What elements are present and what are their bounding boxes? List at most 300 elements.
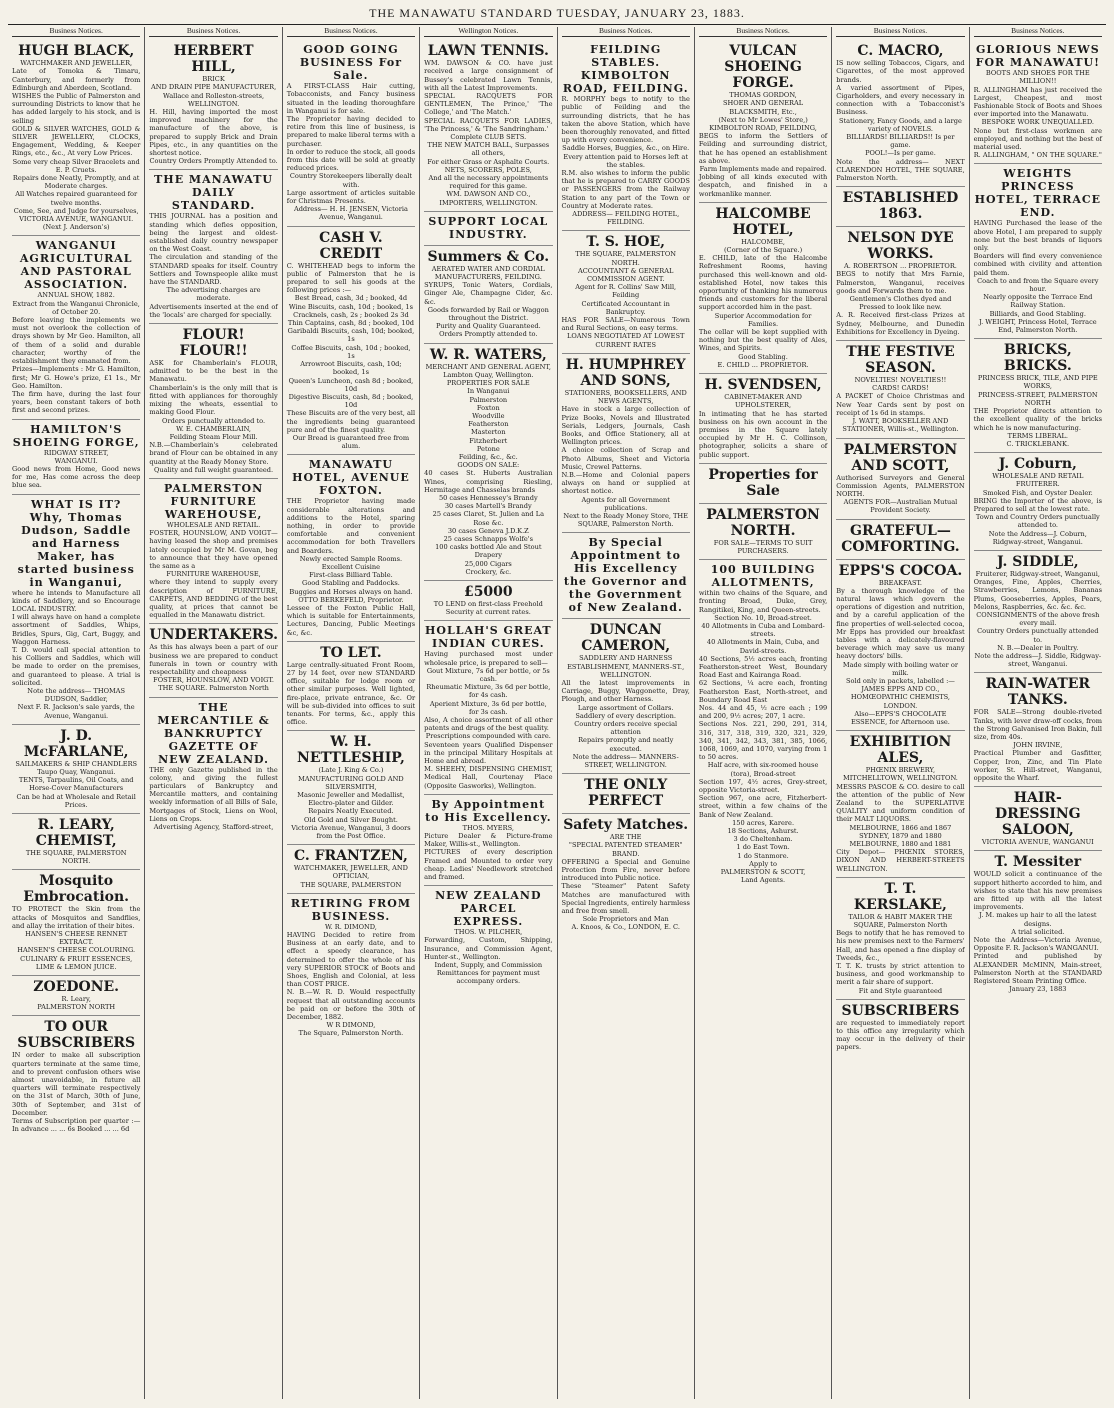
advertisement-line: THE SQUARE, PALMERSTON bbox=[300, 880, 402, 889]
advertisement-line: where he intends to Manufacture all kinds of Saddlery, and so Encourage LOCAL INDUSTRY. bbox=[12, 588, 141, 613]
advertisement-title: PALMERSTON AND SCOTT, bbox=[843, 441, 958, 474]
advertisement-line: Oranges, Fine, Apples, Cherries, Strawberries, Lemons, Bananas Plums, Gooseberries, Apples, Pears, Melons, Raspberries, &c. &c. &c. bbox=[973, 578, 1102, 611]
advertisement-title: VULCAN SHOEING FORGE. bbox=[724, 43, 802, 92]
advertisement-line: FOR SALE—TERMS TO SUIT PURCHASERS. bbox=[713, 538, 813, 555]
advertisement bbox=[12, 495, 140, 725]
advertisement bbox=[12, 236, 140, 419]
advertisement-line: 30 cases Geneva J.D.K.Z bbox=[447, 526, 529, 535]
advertisement bbox=[287, 40, 415, 226]
advertisement-line: THE Proprietor directs attention to the excellent quality of the bricks which he is now manufacturing. bbox=[973, 407, 1102, 432]
advertisement-title: FLOUR! FLOUR!! bbox=[179, 327, 248, 360]
advertisement bbox=[974, 787, 1102, 851]
advertisement-line: Begs to notify that he has removed to his new premises next to the Farmers' Hall, and has opened a fine display of Tweeds, &c., bbox=[836, 929, 965, 962]
advertisement-title: ESTABLISHED 1863. bbox=[842, 190, 959, 223]
advertisement-line: GOLD & SILVER WATCHES, GOLD & SILVER JEWELLERY, CLOCKS, Engagement, Wedding, & Keeper Rings, etc., &c., At very Low Prices. bbox=[12, 124, 141, 158]
advertisement-title: HERBERT HILL, bbox=[173, 43, 254, 76]
advertisement-line: JAMES EPPS AND CO., HOMŒOPATHIC CHEMISTS, LONDON. bbox=[850, 685, 951, 710]
advertisement-title: J. Coburn, bbox=[998, 456, 1077, 473]
advertisement-line: A varied assortment of Pipes, Cigarholders, and every necessary in connection with a Tobacconist's Business. bbox=[836, 83, 965, 117]
advertisement-line: Practical Plumber and Gasfitter, Copper, Iron, Zinc, and Tin Plate worker, St. Hill-street, Wanganui, opposite the Wharf. bbox=[973, 749, 1102, 782]
advertisement-line: These "Steamer" Patent Safety Matches are manufactured with Special Ingredients, entirely harmless and free from smell. bbox=[561, 882, 690, 916]
advertisement-line: AERATED WATER AND CORDIAL MANUFACTURERS, FEILDING. bbox=[431, 264, 545, 282]
advertisement-line: R. Leary, bbox=[61, 995, 91, 1004]
advertisement-line: N. B.—W. R. D. Would respectfully request that all outstanding accounts be paid on or before the 30th of December, 1882. bbox=[286, 988, 416, 1022]
advertisement-title: R. LEARY, CHEMIST, bbox=[35, 817, 117, 849]
advertisement-line: Taupo Quay, Wanganui. bbox=[37, 767, 116, 776]
advertisement-line: January 23, 1883 bbox=[1009, 985, 1067, 994]
column-5 bbox=[558, 27, 695, 1399]
advertisement-line: MELBOURNE, 1880 and 1881 bbox=[849, 840, 952, 848]
advertisement-title: EPPS'S COCOA. bbox=[838, 562, 963, 579]
advertisement-line: A trial solicited. bbox=[1011, 927, 1065, 936]
advertisement-line: SPECIAL RACQUETS FOR LADIES, 'The Princess,' & 'The Sandringham.' bbox=[424, 116, 553, 133]
advertisement-line: MANUFACTURING GOLD AND SILVERSMITH, bbox=[298, 774, 404, 791]
advertisement-line: Petone bbox=[476, 444, 500, 453]
advertisement-line: Queen's Luncheon, cash 8d ; booked, 10d bbox=[288, 376, 414, 393]
advertisement-line: THE Proprietor having made considerable alterations and additions to the Hotel, sparing nothing, in order to provide comfortable and convenient accommodation for both Travellers and Boarders. bbox=[286, 497, 416, 555]
advertisement-line: Certificated Accountant in Bankruptcy. bbox=[581, 299, 670, 316]
advertisement bbox=[974, 453, 1102, 551]
advertisement-line: BOOTS AND SHOES FOR THE MILLION!! bbox=[985, 69, 1090, 86]
advertisement-line: A. R. Received first-class Prizes at Sydney, Melbourne, and Dunedin Exhibitions for Excellency in Dyeing. bbox=[836, 311, 965, 336]
advertisement-line: Victoria Avenue, Wanganui, 3 doors from the Post Office. bbox=[291, 823, 411, 841]
column-4 bbox=[420, 27, 557, 1399]
advertisement-line: FOSTER, HOUNSLOW, AND VOIGT. THE SQUARE. Palmerston North bbox=[153, 676, 274, 693]
advertisement-line: C. TRICKLEBANK. bbox=[1006, 439, 1070, 448]
advertisement-line: SYRUPS, Tonic Waters, Cordials, Ginger Ale, Champagne Cider, &c. &c. bbox=[424, 281, 553, 306]
advertisement-line: TO PROTECT the Skin from the attacks of Mosquitos and Sandflies, and allay the irritation of their bites. bbox=[12, 905, 141, 930]
advertisement-line: All the latest improvements in Carriage, Buggy, Waggonette, Dray, Plough, and other Harness. bbox=[561, 678, 690, 704]
advertisement-line: Sole Proprietors and Man bbox=[582, 915, 669, 924]
advertisement bbox=[287, 455, 415, 641]
advertisement-line: KIMBOLTON ROAD, FEILDING, bbox=[709, 124, 817, 133]
advertisement-line: THE NEW MATCH BALL, Surpasses all others, bbox=[427, 141, 550, 158]
advertisement-line: Next F. R. Jackson's sale yards, the Avenue, Wanganui. bbox=[17, 703, 135, 720]
advertisement-line: Picture Dealer & Picture-frame Maker, Willis-st., Wellington. bbox=[424, 832, 553, 849]
advertisement-title: THE ONLY PERFECT bbox=[584, 777, 668, 810]
advertisement-line: Farm Implements made and repaired. bbox=[699, 165, 827, 174]
advertisement-line: Half acre, with six-roomed house (tora), Broad-street bbox=[707, 761, 819, 778]
advertisement-line: Good Stabling and Paddocks. bbox=[302, 579, 400, 588]
advertisement-line: Saddle Horses, Buggies, &c., on Hire. bbox=[562, 144, 690, 153]
advertisement-line: Gout Mixture, 7s 6d per bottle, or 5s cash. bbox=[426, 666, 550, 683]
advertisement-line: Seventeen years Qualified Dispenser in the principal Military Hospitals at Home and abroad. bbox=[424, 740, 553, 766]
advertisement-line: ARE THE bbox=[609, 833, 642, 842]
advertisement bbox=[149, 170, 277, 324]
advertisement-line: A choice collection of Scrap and Photo Albums, Sheet and Victoria Music, Crewel Patterns. bbox=[561, 446, 690, 471]
advertisement-line: In order to reduce the stock, all goods from this date will be sold at greatly reduced prices. bbox=[286, 147, 416, 173]
advertisement-line: Good Stabling. bbox=[738, 352, 788, 361]
advertisement-line: A. ROBERTSON ... PROPRIETOR. bbox=[843, 262, 957, 271]
advertisement-line: Country Orders Promptly Attended to. bbox=[149, 157, 278, 166]
advertisement-line: Drapery bbox=[474, 551, 502, 560]
advertisement bbox=[836, 40, 964, 187]
advertisement-line: Note the address— NEXT CLARENDON HOTEL, THE SQUARE, Palmerston North. bbox=[836, 157, 965, 183]
advertisement-line: Lambton Quay, Wellington. bbox=[443, 370, 534, 379]
advertisement-title: T. Messiter bbox=[994, 854, 1082, 871]
advertisement-line: Advertisements inserted at the end of the 'locals' are charged for specially. bbox=[149, 302, 278, 319]
advertisement-line: Purity and Quality Guaranteed. bbox=[435, 322, 541, 331]
advertisement-title: TO LET. bbox=[320, 644, 382, 661]
advertisement bbox=[836, 227, 964, 341]
advertisement bbox=[287, 642, 415, 732]
advertisement-line: Also—EPPS'S CHOCOLATE ESSENCE, for Afternoon use. bbox=[850, 709, 950, 726]
advertisement-title: H. SVENDSEN, bbox=[704, 377, 822, 394]
advertisement-line: 62 Sections, ¼ acre each, fronting Featherston East, North-street, and Boundary Road East bbox=[698, 679, 828, 704]
advertisement-line: PRINCESS-STREET, PALMERSTON NORTH bbox=[977, 390, 1098, 407]
advertisement-line: Note the Address—J. Coburn, Ridgway-street, Wanganui. bbox=[988, 529, 1087, 546]
advertisement bbox=[699, 374, 827, 464]
masthead: THE MANAWATU STANDARD TUESDAY, JANUARY 23, 1883. bbox=[8, 6, 1106, 25]
advertisement-line: MESSRS PASCOE & CO. desire to call the attention of the public of New Zealand to the SUPERLATIVE QUALITY and uniform condition of their MALT LIQUORS. bbox=[836, 782, 965, 824]
advertisement-line: SHOER AND GENERAL BLACKSMITH, Etc., bbox=[722, 99, 804, 116]
advertisement-line: Smoked Fish, and Oyster Dealer. bbox=[982, 488, 1093, 497]
advertisement bbox=[836, 878, 964, 1000]
advertisement-line: THOS. W. PILCHER, bbox=[454, 928, 523, 937]
advertisement-line: Also, A choice assortment of all other patents and drugs of the best quality. bbox=[424, 716, 553, 733]
advertisement-title: TO OUR SUBSCRIBERS bbox=[17, 1019, 136, 1052]
advertisement-line: BRING the Importer of the above, is Prepared to sell at the lowest rate. bbox=[973, 496, 1102, 513]
advertisement-line: within two chains of the Square, and fronting Broad, Duke, Grey, Rangitikei, King, and Queen-streets. bbox=[698, 589, 828, 614]
advertisement-line: FOR SALE—Strong double-riveted Tanks, with lever draw-off cocks, from the Strong Galvanised Iron Bakin, full size, from 40s. bbox=[973, 708, 1102, 741]
advertisement bbox=[699, 203, 827, 374]
advertisement-line: HANSEN'S CHEESE COLOURING. bbox=[17, 946, 136, 955]
advertisement-line: Agent for R. Collins' Saw Mill, Feilding bbox=[575, 283, 677, 300]
advertisement-line: Thin Captains, cash, 8d ; booked, 10d bbox=[287, 319, 415, 328]
advertisement-line: Complete CLUB SETS. bbox=[450, 133, 527, 142]
advertisement-line: 25,000 Cigars bbox=[464, 559, 512, 568]
advertisement-line: Woodville bbox=[472, 411, 505, 420]
advertisement-line: Aperient Mixture, 3s 6d per bottle, for 3s cash. bbox=[429, 699, 547, 716]
advertisement-line: J. M. makes up hair to all the latest designs. bbox=[979, 911, 1097, 928]
advertisement bbox=[149, 324, 277, 479]
advertisement bbox=[836, 341, 964, 438]
advertisement-line: STATIONERS, BOOKSELLERS, AND NEWS AGENTS, bbox=[564, 388, 687, 406]
advertisement-title: HAIR-DRESSING SALOON, bbox=[994, 790, 1081, 839]
advertisement-line: Have in stock a large collection of Prize Books, Novels and Illustrated Serials, Ledgers, Journals, Cash Books, and Office Stationery, all at Wellington prices. bbox=[561, 405, 690, 447]
advertisement-title: T. T. KERSLAKE, bbox=[853, 880, 947, 913]
advertisement bbox=[836, 1000, 964, 1056]
advertisement-line: WM. DAWSON & CO. have just received a large consignment of Bussey's celebrated Lawn Tennis, with all the Latest Improvements. bbox=[424, 59, 553, 92]
column-heading: Business Notices. bbox=[562, 27, 690, 37]
advertisement-line: Sections Nos. 221, 290, 291, 314, 316, 317, 318, 319, 320, 321, 329, 340, 341, 342, 343, 381, 385, 1066, 1068, 1069, and 1070, varying from 1 to 50 acres. bbox=[698, 720, 828, 762]
advertisement-line: 150 acres, Karere. bbox=[732, 818, 795, 827]
advertisement bbox=[836, 520, 964, 560]
advertisement-line: Agents for all Government publications. bbox=[581, 495, 670, 512]
advertisement-line: WISHES the Public of Palmerston and surrounding Districts to know that he has added largely to his stock, and is selling bbox=[12, 92, 141, 125]
advertisement-title: W. H. NETTLESHIP, bbox=[297, 734, 405, 767]
advertisement-line: Late of Tomoka & Timaru, Canterbury, and formerly from Edinburgh and Aberdeen, Scotland. bbox=[12, 67, 141, 92]
advertisement-title: RAIN-WATER TANKS. bbox=[985, 676, 1091, 709]
advertisement-title: MANAWATU HOTEL, AVENUE FOXTON. bbox=[292, 458, 410, 498]
advertisement-line: Large assortment of articles suitable for Christmas Presents. bbox=[286, 188, 416, 206]
advertisement-line: FOSTER, HOUNSLOW, AND VOIGT—having leased the shop and premises lately occupied by Mr M. Govan, beg to announce that they have opened the same as a bbox=[149, 529, 278, 570]
column-heading: Business Notices. bbox=[12, 27, 140, 37]
advertisement-title: HUGH BLACK, bbox=[18, 43, 135, 60]
advertisement-line: Boarders will find every convenience combined with civility and attention paid them. bbox=[973, 252, 1102, 277]
advertisement-line: Our Bread is guaranteed free from alum. bbox=[292, 433, 410, 451]
advertisement bbox=[562, 354, 690, 533]
columns-container bbox=[8, 27, 1106, 1399]
advertisement-line: Coffee Biscuits, cash, 10d ; booked, 1s bbox=[291, 343, 411, 360]
advertisement-line: LOANS NEGOTIATED AT LOWEST CURRENT RATES bbox=[567, 332, 685, 349]
advertisement bbox=[836, 560, 964, 732]
advertisement-line: For either Grass or Asphalte Courts. bbox=[427, 157, 550, 166]
advertisement-line: AGENTS FOR—Australian Mutual Provident Society. bbox=[843, 498, 958, 515]
advertisement-line: GOODS ON SALE: bbox=[457, 461, 520, 470]
advertisement-line: THOMAS GORDON, bbox=[729, 91, 797, 100]
column-6 bbox=[695, 27, 832, 1399]
advertisement-title: Safety Matches. bbox=[563, 817, 689, 834]
advertisement-line: Every attention paid to Horses left at the stables. bbox=[563, 152, 688, 169]
advertisement-title: C. FRANTZEN, bbox=[293, 848, 408, 865]
advertisement-line: Prescriptions compounded with care. bbox=[425, 732, 551, 741]
advertisement-line: Wallace and Rolleston-streets, WELLINGTON. bbox=[163, 91, 265, 108]
advertisement-line: Fit and Style guaranteed bbox=[858, 986, 943, 995]
advertisement bbox=[836, 731, 964, 878]
advertisement-title: HALCOMBE HOTEL, bbox=[715, 205, 811, 238]
advertisement-line: TO LEND on first-class Freehold Security at current rates. bbox=[433, 599, 543, 617]
advertisement bbox=[699, 504, 827, 560]
advertisement bbox=[149, 479, 277, 624]
advertisement-line: 40 Allotments in Cuba and Lombard-streets. bbox=[701, 621, 825, 639]
advertisement-line: BESPOKE WORK UNEQUALLED. bbox=[981, 118, 1095, 127]
column-heading: Business Notices. bbox=[699, 27, 827, 37]
advertisement-line: (Next J. Anderson's) bbox=[42, 223, 110, 232]
advertisement-line: By a thorough knowledge of the natural laws which govern the operations of digestion and nutrition, and by a careful application of the fine properties of well-selected cocoa, Mr Epps has provided our breakfast tables with a delicately-flavoured beverage which may save us many heavy doctors' bills. bbox=[836, 586, 965, 661]
advertisement-line: CARDS! CARDS! bbox=[872, 384, 929, 393]
advertisement-title: CASH V. CREDIT bbox=[319, 229, 383, 262]
advertisement-line: CULINARY & FRUIT ESSENCES, LIME & LEMON JUICE. bbox=[20, 954, 133, 971]
advertisement-line: Address— H. H. JENSEN, Victoria Avenue, Wanganui. bbox=[293, 205, 408, 222]
advertisement-line: T. D. would call special attention to his Colliers and Saddles, which will be made to order on the premises, and guaranteed to please. A trial is solicited. bbox=[12, 645, 141, 687]
advertisement-line: H. Hill, having imported the most improved machinery for the manufacture of the above, is prepared to supply Brick and Drain Pipes, etc., in any quantities on the shortest notice. bbox=[149, 108, 278, 158]
advertisement-title: By Special Appointment to His Excellency the Governor and the Government of New Zealand. bbox=[563, 536, 688, 615]
advertisement-line: W. R. DIMOND, bbox=[324, 922, 377, 931]
advertisement-title: H. HUMPHREY AND SONS, bbox=[565, 356, 686, 389]
advertisement-line: Nos. 44 and 45, ½ acre each ; 199 and 200, 9½ acres; 207, 1 acre. bbox=[698, 703, 828, 721]
advertisement bbox=[836, 439, 964, 520]
advertisement-line: 50 cases Hennessey's Brandy bbox=[438, 493, 538, 502]
advertisement-line: 40 Allotments in Main, Cuba, and David-streets. bbox=[706, 638, 820, 655]
column-heading: Business Notices. bbox=[287, 27, 415, 37]
advertisement-line: POOL!—Is per game. bbox=[865, 149, 936, 158]
advertisement-line: And all the necessary appointments required for this game. bbox=[428, 174, 549, 191]
advertisement-line: Before leaving the implements we must not overlook the collection of drays shown by Mr Geo. Hamilton, all of them of a solid and durable character, worthy of the establishment they emanated from. bbox=[12, 316, 141, 366]
advertisement bbox=[699, 464, 827, 504]
advertisement-line: 1 do Stanmore. bbox=[737, 851, 789, 860]
advertisement-line: where they intend to supply every description of FURNITURE, CARPETS, AND BEDDING of the best quality, at prices that cannot be equalled in the Manawatu district. bbox=[149, 578, 278, 620]
advertisement bbox=[562, 231, 690, 353]
advertisement-title: GOOD GOING BUSINESS For Sale. bbox=[299, 43, 403, 83]
advertisement-title: RETIRING FROM BUSINESS. bbox=[290, 896, 411, 923]
advertisement-line: 40 Sections, 5½ acres each, fronting Featherston-street West, Boundary Road East and Kairanga Road. bbox=[698, 654, 828, 680]
advertisement-line: THIS JOURNAL has a position and standing which defies opposition, being the largest and oldest-established daily country newspaper on the West Coast. bbox=[149, 212, 278, 254]
advertisement-line: The firm have, during the last four years, been constant takers of both first and second prizes. bbox=[12, 389, 141, 415]
advertisement-line: R. ALLINGHAM has just received the Largest, Cheapest, and most Fashionable Stock of Boots and Shoes ever imported into the Manawatu. bbox=[973, 85, 1102, 119]
advertisement bbox=[12, 420, 140, 495]
advertisement-line: PRINCESS BRICK, TILE, AND PIPE WORKS, bbox=[977, 374, 1098, 391]
advertisement-line: Printed and published by ALEXANDER McMINN, Main-street, Palmerston North at the STANDARD Registered Steam Printing Office. bbox=[973, 952, 1102, 986]
advertisement-line: Made simply with boiling water or milk. bbox=[842, 660, 958, 677]
advertisement-line: BREAKFAST. bbox=[878, 578, 922, 587]
advertisement-line: Note the Address—Victoria Avenue, Opposite F. R. Jackson's WANGANUI. bbox=[973, 936, 1102, 953]
advertisement-line: 100 casks bottled Ale and Stout bbox=[435, 543, 542, 552]
advertisement-line: SPECIAL RACQUETS FOR GENTLEMEN, The Prince,' 'The College,' and 'The Match.' bbox=[424, 92, 553, 117]
advertisement-line: Apply to bbox=[749, 859, 777, 868]
advertisement-title: SUPPORT LOCAL INDUSTRY. bbox=[428, 214, 549, 241]
advertisement-title: £5000 bbox=[463, 583, 513, 600]
advertisement-line: Masterton bbox=[470, 428, 506, 437]
advertisement-line: The circulation and standing of the STANDARD speaks for itself. Country Settlers and Townspeople alike must have the STANDARD. bbox=[149, 253, 278, 287]
advertisement-line: (Corner of the Square.) bbox=[723, 246, 803, 255]
advertisement-title: FEILDING STABLES. KIMBOLTON ROAD, FEILDING. bbox=[562, 43, 689, 96]
advertisement-line: Country Storekeepers liberally dealt with. bbox=[289, 172, 413, 189]
advertisement bbox=[287, 227, 415, 456]
advertisement-title: DUNCAN CAMERON, bbox=[581, 622, 671, 655]
advertisement-line: Large centrally-situated Front Room, 27 by 14 feet, over new STANDARD office, suitable for lodge room or other similar purposes. Well lighted, fire-place, private entrance, &c. Or will be sub-divided into offices to suit tenants. For terms, &c., apply this office. bbox=[286, 660, 416, 727]
advertisement-line: Fitzherbert bbox=[469, 436, 508, 445]
advertisement-line: WATCHMAKER, JEWELLER, AND OPTICIAN, bbox=[293, 864, 408, 881]
advertisement-line: Cracknels, cash, 2s ; booked 2s 3d bbox=[293, 310, 409, 319]
advertisement-line: BRICK bbox=[202, 75, 225, 84]
advertisement-line: HANSEN'S CHEESE RENNET EXTRACT. bbox=[25, 930, 128, 947]
advertisement-line: ADDRESS— FEILDING HOTEL, FEILDING. bbox=[572, 210, 680, 227]
advertisement-line: Lessee of the Foxton Public Hall, which is suitable for Entertainments, Lectures, Dancing, Public Meetings &c, &c. bbox=[286, 603, 416, 637]
advertisement-line: N. B.—Dealer in Poultry. bbox=[997, 643, 1079, 652]
advertisement-line: Town and Country Orders punctually attended to. bbox=[975, 513, 1100, 530]
advertisement-line: FURNITURE WAREHOUSE, bbox=[166, 570, 261, 579]
advertisement-title: J. D. McFARLANE, bbox=[23, 727, 129, 760]
advertisement-title: GLORIOUS NEWS FOR MANAWATU! bbox=[975, 43, 1100, 70]
advertisement-line: Forwarding, Custom, Shipping, Insurance, and Commission Agent, Hunter-st., Wellington. bbox=[424, 936, 553, 961]
advertisement-line: Sold only in packets, labelled :— bbox=[845, 676, 955, 685]
advertisement-line: Feilding, &c., &c. bbox=[458, 452, 518, 461]
column-8 bbox=[970, 27, 1106, 1399]
advertisement-line: Rheumatic Mixture, 3s 6d per bottle, for 4s cash. bbox=[426, 683, 551, 700]
advertisement bbox=[974, 673, 1102, 787]
advertisement-line: Masonic Jeweller and Medallist, Electro-plater and Gilder. bbox=[297, 791, 405, 808]
advertisement-line: PROPERTIES FOR SALE bbox=[446, 379, 530, 388]
advertisement-title: UNDERTAKERS. bbox=[149, 627, 279, 644]
advertisement-title: SUBSCRIBERS bbox=[841, 1002, 960, 1019]
advertisement-title: THE MERCANTILE & BANKRUPTCY GAZETTE OF NEW ZEALAND. bbox=[157, 700, 270, 766]
advertisement-title: EXHIBITION ALES, bbox=[849, 734, 952, 767]
advertisement-line: HAVING Decided to retire from Business at an early date, and to effect a speedy clearance, has determined to offer the whole of his very SUPERIOR STOCK of Boots and Shoes, English and Colonial, at less than COST PRICE. bbox=[286, 931, 416, 989]
advertisement-title: By Appointment to His Excellency. bbox=[425, 797, 552, 824]
advertisement-title: PALMERSTON FURNITURE WAREHOUSE, bbox=[163, 481, 264, 521]
advertisement-line: Section 967, one acre, Fitzherbert-street, within a few chains of the Bank of New Zealand. bbox=[698, 794, 828, 819]
advertisement-line: In Wanganui bbox=[467, 387, 510, 396]
advertisement-line: The advertising charges are moderate. bbox=[166, 286, 261, 303]
advertisement bbox=[974, 851, 1102, 997]
advertisement-title: C. MACRO, bbox=[857, 43, 944, 60]
advertisement-line: Arrowroot Biscuits, cash, 10d; booked, 1s bbox=[300, 360, 402, 377]
advertisement-line: 1 do East Town. bbox=[736, 843, 790, 852]
advertisement-line: WATCHMAKER AND JEWELLER, bbox=[20, 59, 133, 68]
advertisement-line: Having purchased most under wholesale price, is prepared to sell— bbox=[424, 650, 553, 667]
advertisement-line: Goods forwarded by Rail or Waggon throughout the District. bbox=[427, 305, 549, 323]
advertisement-line: IS now selling Tobaccos, Cigars, and Cigarettes, of the most approved brands. bbox=[836, 59, 965, 84]
advertisement bbox=[836, 187, 964, 227]
advertisement-title: BRICKS, BRICKS. bbox=[1003, 342, 1072, 375]
advertisement-line: Authorised Surveyors and General Commission Agents, PALMERSTON NORTH. bbox=[836, 473, 965, 498]
advertisement-line: W. E. CHAMBERLAIN, bbox=[176, 424, 252, 433]
advertisement-line: The Proprietor having decided to retire from this line of business, is prepared to make liberal terms with a purchaser. bbox=[286, 115, 416, 148]
advertisement-title: HOLLAH'S GREAT INDIAN CURES. bbox=[425, 624, 552, 651]
advertisement-line: A PACKET of Choice Christmas and New Year Cards sent by post on receipt of 1s 6d in stamps. bbox=[836, 392, 965, 417]
advertisement bbox=[424, 246, 552, 344]
advertisement-title: Mosquito Embrocation. bbox=[23, 873, 130, 906]
advertisement-line: Newly erected Sample Rooms. bbox=[299, 554, 403, 563]
advertisement-line: THOS. MYERS, bbox=[462, 823, 514, 832]
advertisement-line: J. WEIGHT, Princess Hotel, Terrace End, Palmerston North. bbox=[978, 317, 1097, 335]
advertisement-line: TERMS LIBERAL. bbox=[1007, 431, 1068, 440]
advertisement-line: I will always have on hand a complete assortment of Saddles, Whips, Bridles, Spurs, Gig, Cart, Buggy, and Waggon Harness. bbox=[12, 613, 141, 646]
advertisement bbox=[12, 1016, 140, 1137]
advertisement bbox=[424, 212, 552, 246]
advertisement-line: Come, See, and Judge for yourselves, bbox=[13, 206, 139, 215]
advertisement-line: Terms of Subscription per quarter :— In advance ... ... 6s Booked ... ... 6d bbox=[12, 1117, 141, 1134]
advertisement-title: W. R. WATERS, bbox=[429, 346, 547, 363]
advertisement-line: Palmerston bbox=[469, 395, 508, 404]
advertisement-line: TENTS, Tarpaulins, Oil Coats, and Horse-Cover Manufacturers bbox=[18, 776, 134, 793]
advertisement bbox=[424, 795, 552, 886]
advertisement-line: 25 cases Schnapps Wolfe's bbox=[443, 534, 533, 543]
advertisement-line: WM. DAWSON AND CO., IMPORTERS, WELLINGTON. bbox=[439, 190, 538, 207]
column-2 bbox=[145, 27, 282, 1399]
advertisement-line: These Biscuits are of the very best, all the ingredients being guaranteed pure and of the finest quality. bbox=[286, 409, 416, 434]
advertisement-title: 100 BUILDING ALLOTMENTS, bbox=[710, 563, 816, 590]
column-heading: Business Notices. bbox=[836, 27, 964, 37]
advertisement-line: Gentlemen's Clothes dyed and Pressed to look like new. bbox=[849, 295, 952, 312]
advertisement-line: "SPECIAL PATENTED STEAMER" BRAND. bbox=[568, 841, 683, 858]
advertisement bbox=[424, 40, 552, 212]
advertisement-line: Orders punctually attended to. bbox=[162, 416, 266, 425]
advertisement-title: Summers & Co. bbox=[427, 248, 550, 265]
advertisement-line: C. WHITEHEAD begs to inform the public of Palmerston that he is prepared to sell his goods at the following prices :— bbox=[286, 261, 416, 295]
advertisement-line: PALMERSTON NORTH bbox=[37, 1003, 116, 1012]
advertisement-line: Remittances for payment must accompany orders. bbox=[436, 969, 540, 986]
advertisement-line: SYDNEY, 1879 and 1880 bbox=[859, 831, 942, 840]
advertisement-line: Feilding Steam Flour Mill. bbox=[169, 432, 258, 441]
advertisement-line: W R DIMOND, bbox=[326, 1021, 376, 1030]
advertisement-line: BEGS to inform the Settlers of Feilding and surrounding district, that he has opened an establishment as above. bbox=[698, 132, 828, 165]
advertisement-line: None but first-class workmen are employed, and nothing but the best of material used. bbox=[973, 126, 1102, 152]
advertisement-line: Repairs promptly and neatly executed. bbox=[578, 736, 674, 753]
advertisement-line: First-class Billiard Table. bbox=[309, 571, 393, 580]
advertisement-line: M. SHEEHY, DISPENSING CHEMIST, Medical Hall, Courtenay Place (Opposite Gasworks), Wellington. bbox=[424, 765, 553, 790]
advertisement-title: NEW ZEALAND PARCEL EXPRESS. bbox=[435, 889, 542, 929]
advertisement bbox=[149, 40, 277, 170]
advertisement-line: Superior Accommodation for Families. bbox=[714, 311, 812, 328]
advertisement bbox=[562, 619, 690, 774]
advertisement-line: Note the address—J. Siddle, Ridgway-street, Wanganui. bbox=[974, 651, 1102, 669]
advertisement-line: Repairs Neatly Executed. bbox=[308, 807, 394, 816]
advertisement-line: R. MORPHY begs to notify to the public of Feilding and the surrounding districts, that he has taken the above Station, which have been thoroughly renovated, and fitted up with every convenience. bbox=[561, 95, 690, 145]
advertisement-line: RIDGWAY STREET, bbox=[43, 448, 109, 457]
advertisement-line: TAILOR & HABIT MAKER THE SQUARE, Palmerston North bbox=[848, 912, 953, 930]
column-heading: Business Notices. bbox=[974, 27, 1102, 37]
advertisement bbox=[562, 40, 690, 231]
advertisement-line: PICTURES of every description Framed and Mounted to order very cheap. Ladies' Needlework stretched and framed. bbox=[424, 848, 553, 882]
advertisement-line: Can be had at Wholesale and Retail Prices. bbox=[16, 792, 136, 809]
advertisement-title: WHAT IS IT? Why, Thomas Dudson, Saddle and Harness Maker, has started business in Wanganui, bbox=[17, 497, 135, 589]
advertisement-line: Note the address— MANNERS-STREET, WELLINGTON. bbox=[572, 752, 679, 769]
advertisement-line: CONSIGNMENTS of the above fresh every mail. bbox=[976, 610, 1100, 628]
advertisement-line: NETS, SCORERS, POLES, bbox=[444, 165, 532, 174]
advertisement-line: The Square, Palmerston North. bbox=[298, 1029, 404, 1038]
